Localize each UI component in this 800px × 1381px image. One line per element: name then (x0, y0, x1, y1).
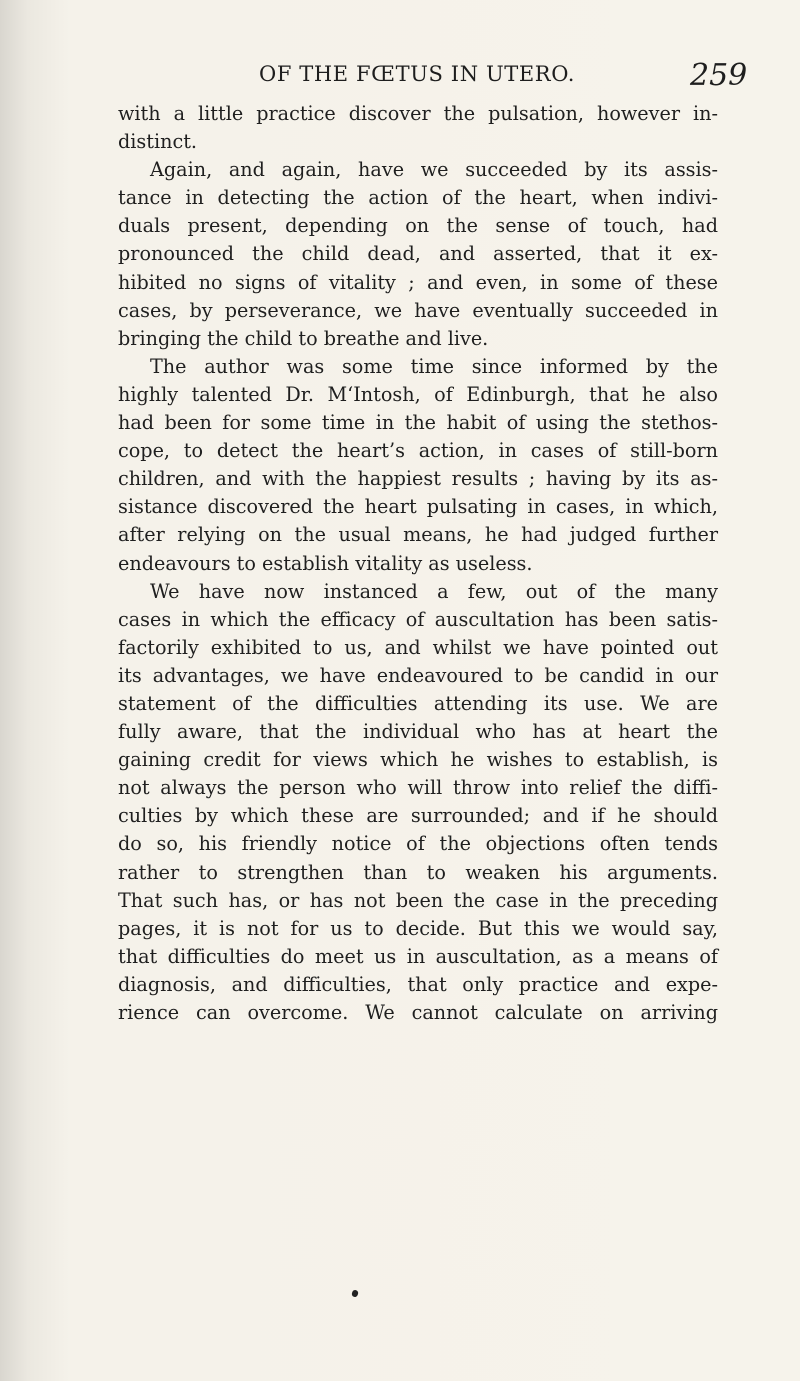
text-line: duals present, depending on the sense of touch, had (118, 214, 718, 238)
text-line: endeavours to establish vitality as useless. (118, 551, 533, 575)
text-line: after relying on the usual means, he had judged further (118, 523, 718, 547)
text-line: cope, to detect the heart’s action, in cases of still-born (118, 439, 718, 463)
text-line: that difficulties do meet us in auscultation, as a means of (118, 944, 718, 968)
text-line: not always the person who will throw into relief the diffi- (118, 776, 718, 800)
running-head: OF THE FŒTUS IN UTERO. (259, 62, 576, 86)
text-line: Again, and again, have we succeeded by its assis- (150, 158, 718, 182)
page-number: 259 (690, 58, 748, 93)
text-line: culties by which these are surrounded; and if he should (118, 804, 718, 828)
text-line: children, and with the happiest results ; having by its as- (118, 467, 718, 491)
text-line: cases in which the efficacy of auscultation has been satis- (118, 607, 718, 631)
text-line: had been for some time in the habit of using the stethos- (118, 411, 718, 435)
text-line: rather to strengthen than to weaken his arguments. (118, 860, 718, 884)
page-header (0, 58, 800, 98)
text-line: The author was some time since informed by the (150, 354, 718, 378)
text-line: rience can overcome. We cannot calculate on arriving (118, 1001, 718, 1024)
text-line: We have now instanced a few, out of the many (150, 579, 718, 603)
text-line: pages, it is not for us to decide. But this we would say, (118, 916, 718, 940)
text-line: That such has, or has not been the case in the preceding (118, 888, 718, 912)
text-line: distinct. (118, 130, 198, 154)
text-line: cases, by perseverance, we have eventually succeeded in (118, 298, 718, 322)
text-line: with a little practice discover the pulsation, however in- (118, 102, 718, 125)
text-line: fully aware, that the individual who has at heart the (118, 720, 718, 744)
text-line: factorily exhibited to us, and whilst we have pointed out (118, 635, 718, 659)
text-line: highly talented Dr. M‘Intosh, of Edinburgh, that he also (118, 382, 718, 406)
text-line: diagnosis, and difficulties, that only practice and expe- (118, 972, 718, 996)
text-line: sistance discovered the heart pulsating in cases, in which, (118, 495, 718, 519)
text-line: statement of the difficulties attending its use. We are (118, 691, 718, 715)
signature-mark (351, 1289, 359, 1298)
text-line: bringing the child to breathe and live. (118, 326, 489, 350)
body-text (118, 100, 718, 1027)
text-line: its advantages, we have endeavoured to be candid in our (118, 663, 718, 687)
text-line: tance in detecting the action of the heart, when indivi- (118, 186, 718, 210)
text-line: hibited no signs of vitality ; and even, in some of these (118, 270, 718, 294)
text-line: pronounced the child dead, and asserted, that it ex- (118, 242, 718, 266)
text-line: gaining credit for views which he wishes to establish, is (118, 748, 718, 772)
text-line: do so, his friendly notice of the objections often tends (118, 832, 718, 856)
